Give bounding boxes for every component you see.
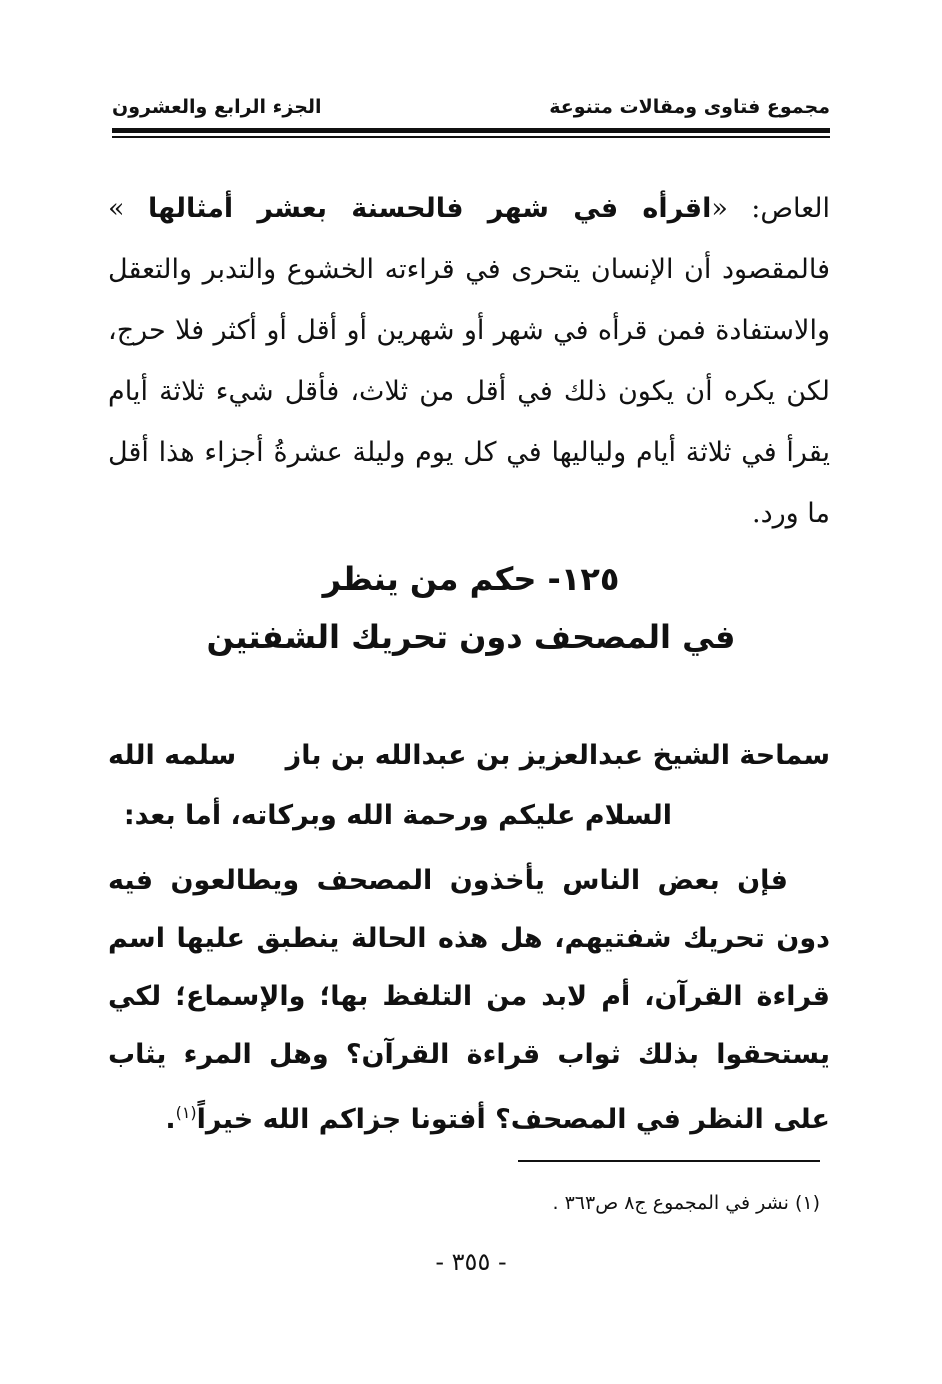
header-rule-thin [112, 136, 830, 138]
intro-lead: العاص: « [711, 193, 830, 224]
question-text: فإن بعض الناس يأخذون المصحف ويطالعون فيه دون تحريك شفتيهم، هل هذه الحالة ينطبق عليها اسم قراءة القرآن، أم لابد من التلفظ بها؛ والإسماع؛ لكي يستحقوا بذلك ثواب قراءة القرآن؟ وهل المرء يثاب على النظر في المصحف؟ أفتونا جزاكم الله خيراً [108, 865, 830, 1135]
greeting: السلام عليكم ورحمة الله وبركاته، أما بعد: [123, 800, 672, 831]
intro-rest: » فالمقصود أن الإنسان يتحرى في قراءته الخشوع والتدبر والتعقل والاستفادة فمن قرأه في شهر أو شهرين أو أقل أو أكثر فلا حرج، لكن يكره أن يكون ذلك في أقل من ثلاث، فأقل شيء ثلاثة أيام يقرأ في ثلاثة أيام ولياليها في كل يوم وليلة عشرةُ أجزاء هذا أقل ما ورد. [108, 193, 830, 529]
intro-paragraph [108, 178, 830, 544]
book-title: مجموع فتاوى ومقالات متنوعة [549, 96, 830, 118]
section-title-line2: في المصحف دون تحريك الشفتين [206, 618, 736, 656]
section-title [112, 550, 830, 666]
section-title-line1: ١٢٥- حكم من ينظر [322, 560, 620, 598]
intro-hadith-quote: اقرأه في شهر فالحسنة بعشر أمثالها [147, 193, 712, 224]
footnote-separator [518, 1160, 820, 1162]
question-addressee-line [108, 740, 830, 771]
header-rule-thick [112, 128, 830, 133]
footnote: (١) نشر في المجموع ج٨ ص٣٦٣ . [552, 1192, 820, 1214]
volume-label: الجزء الرابع والعشرون [112, 96, 322, 118]
question-end-mark: . [165, 1104, 176, 1135]
addressee: سماحة الشيخ عبدالعزيز بن عبدالله بن باز [285, 740, 830, 771]
honorific: سلمه الله [108, 740, 237, 771]
footnote-reference: (١) [175, 1103, 197, 1122]
question-body [108, 852, 830, 1149]
running-header [112, 96, 830, 118]
page-number: - ٣٥٥ - [435, 1248, 507, 1276]
